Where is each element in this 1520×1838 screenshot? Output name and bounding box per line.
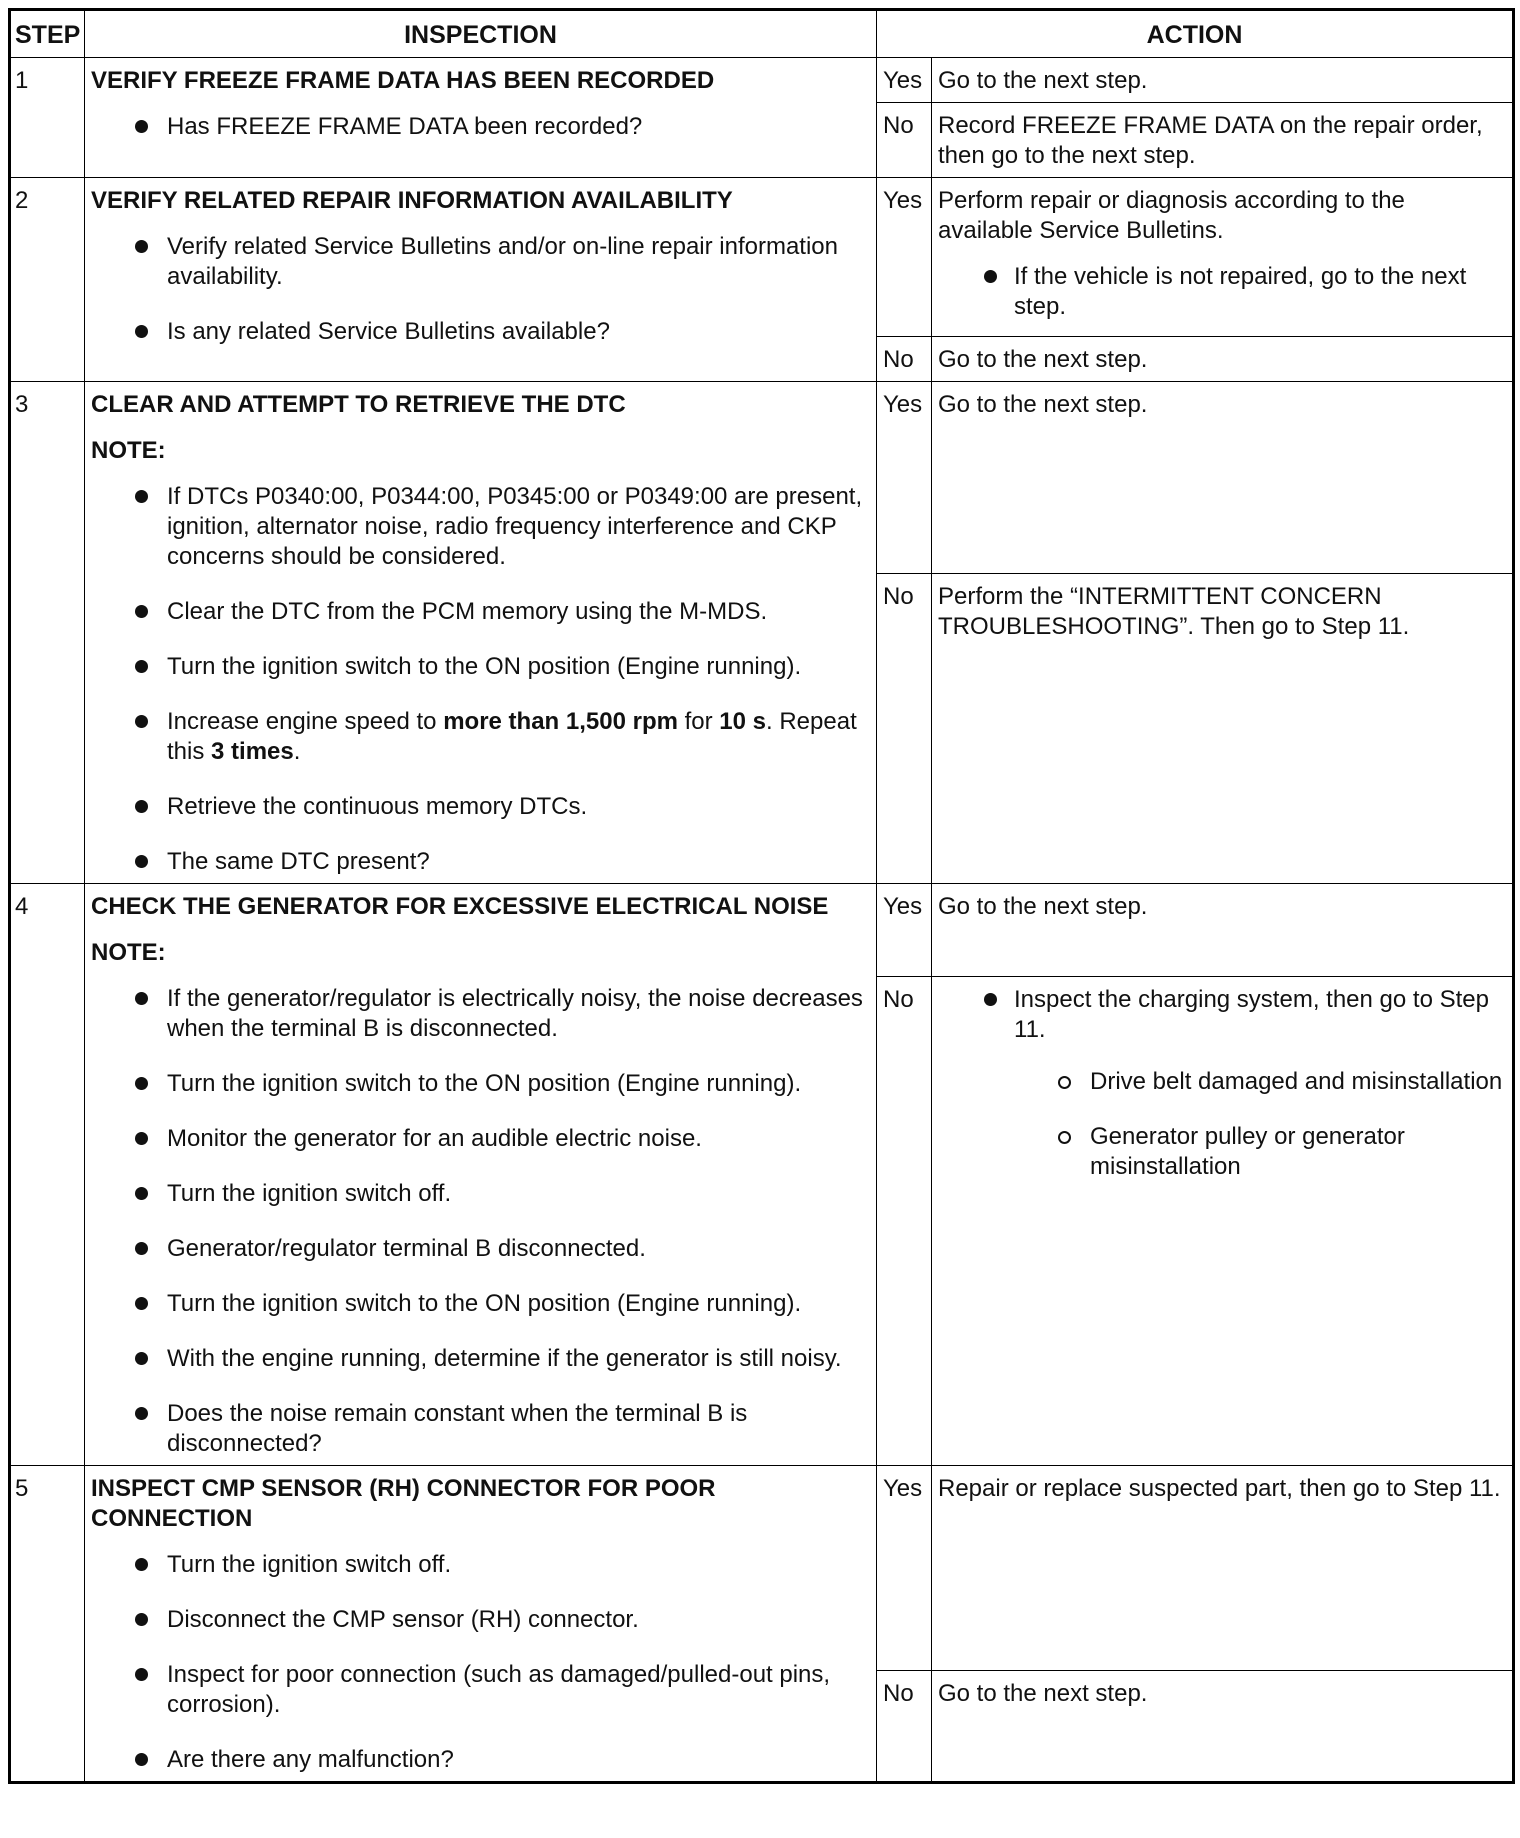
inspection-list [91,1550,870,1775]
step-inspection [85,884,877,1466]
bullet-icon [135,1668,148,1681]
no-label: No [877,977,932,1466]
yes-action [932,178,1514,337]
list-item: Verify related Service Bulletins and/or on-line repair information availability. [91,232,870,292]
yes-label: Yes [877,884,932,977]
inspection-list [91,482,870,877]
action-list [938,262,1506,322]
inspection-list [91,232,870,347]
list-item: Turn the ignition switch to the ON position (Engine running). [91,652,870,682]
no-label: No [877,337,932,382]
step-1-yes-row [10,58,1514,103]
list-item: Turn the ignition switch to the ON position (Engine running). [91,1289,870,1319]
step-number: 5 [10,1466,85,1783]
no-action [932,977,1514,1466]
header-step: STEP [10,10,85,58]
yes-action: Repair or replace suspected part, then go to Step 11. [932,1466,1514,1671]
yes-label: Yes [877,178,932,337]
bullet-icon [135,1132,148,1145]
header-inspection: INSPECTION [85,10,877,58]
list-item: Inspect the charging system, then go to Step 11. Drive belt damaged and misinstallation Generator pulley or generator misinstallation [938,985,1506,1182]
bullet-icon [135,325,148,338]
no-action: Go to the next step. [932,1671,1514,1783]
list-item: Does the noise remain constant when the terminal B is disconnected? [91,1399,870,1459]
list-item: Has FREEZE FRAME DATA been recorded? [91,112,870,142]
yes-label: Yes [877,382,932,574]
step-title: VERIFY FREEZE FRAME DATA HAS BEEN RECORDED [91,67,715,94]
sublist-item: Drive belt damaged and misinstallation [1014,1067,1506,1097]
step-number: 1 [10,58,85,178]
bullet-icon [135,1187,148,1200]
list-item: Inspect for poor connection (such as damaged/pulled-out pins, corrosion). [91,1660,870,1720]
bullet-icon [135,120,148,133]
circle-bullet-icon [1058,1131,1071,1144]
bullet-icon [135,1242,148,1255]
no-action: Go to the next step. [932,337,1514,382]
bullet-icon [135,1077,148,1090]
step-2-yes-row [10,178,1514,337]
action-text: Perform repair or diagnosis according to the available Service Bulletins. [938,187,1405,244]
yes-action: Go to the next step. [932,382,1514,574]
list-item: Turn the ignition switch off. [91,1550,870,1580]
step-title: CHECK THE GENERATOR FOR EXCESSIVE ELECTRICAL NOISE [91,893,829,920]
list-item: Are there any malfunction? [91,1745,870,1775]
list-item: Disconnect the CMP sensor (RH) connector. [91,1605,870,1635]
step-3-yes-row [10,382,1514,574]
yes-action: Go to the next step. [932,884,1514,977]
bullet-icon [135,1753,148,1766]
list-item: Retrieve the continuous memory DTCs. [91,792,870,822]
step-number: 4 [10,884,85,1466]
no-label: No [877,103,932,178]
step-4-yes-row [10,884,1514,977]
bullet-icon [135,1407,148,1420]
no-action: Perform the “INTERMITTENT CONCERN TROUBLESHOOTING”. Then go to Step 11. [932,574,1514,884]
step-number: 3 [10,382,85,884]
diagnostic-table [8,8,1515,1784]
note-label: NOTE: [91,939,166,966]
no-action: Record FREEZE FRAME DATA on the repair order, then go to the next step. [932,103,1514,178]
list-item: With the engine running, determine if the generator is still noisy. [91,1344,870,1374]
step-inspection [85,178,877,382]
bullet-icon [135,1613,148,1626]
step-5-yes-row [10,1466,1514,1671]
yes-action: Go to the next step. [932,58,1514,103]
bullet-icon [135,992,148,1005]
list-item: Monitor the generator for an audible electric noise. [91,1124,870,1154]
circle-bullet-icon [1058,1076,1071,1089]
bullet-icon [135,1558,148,1571]
list-item: Is any related Service Bulletins available? [91,317,870,347]
step-title: CLEAR AND ATTEMPT TO RETRIEVE THE DTC [91,391,626,418]
bullet-icon [135,240,148,253]
bullet-icon [135,1297,148,1310]
yes-label: Yes [877,1466,932,1671]
bullet-icon [984,993,997,1006]
inspection-list [91,112,870,142]
list-item: If DTCs P0340:00, P0344:00, P0345:00 or P0349:00 are present, ignition, alternator noise, radio frequency interference and CKP concerns should be considered. [91,482,870,572]
yes-label: Yes [877,58,932,103]
list-item: Turn the ignition switch to the ON position (Engine running). [91,1069,870,1099]
list-item: Generator/regulator terminal B disconnected. [91,1234,870,1264]
step-inspection [85,382,877,884]
bullet-icon [135,490,148,503]
action-sublist [1014,1067,1506,1182]
step-number: 2 [10,178,85,382]
bullet-icon [135,855,148,868]
bullet-icon [135,660,148,673]
bullet-icon [135,715,148,728]
step-inspection [85,58,877,178]
note-label: NOTE: [91,437,166,464]
header-row [10,10,1514,58]
sublist-item: Generator pulley or generator misinstallation [1014,1122,1506,1182]
list-item: The same DTC present? [91,847,870,877]
list-item: Increase engine speed to more than 1,500 rpm for 10 s. Repeat this 3 times. [91,707,870,767]
inspection-list [91,984,870,1459]
list-item: If the generator/regulator is electrically noisy, the noise decreases when the terminal B is disconnected. [91,984,870,1044]
no-label: No [877,574,932,884]
step-inspection [85,1466,877,1783]
no-label: No [877,1671,932,1783]
action-list [938,985,1506,1182]
step-title: VERIFY RELATED REPAIR INFORMATION AVAILABILITY [91,187,733,214]
list-item: Turn the ignition switch off. [91,1179,870,1209]
diagnostic-procedure-page [8,8,1512,1830]
list-item: Clear the DTC from the PCM memory using the M-MDS. [91,597,870,627]
bullet-icon [135,605,148,618]
step-title: INSPECT CMP SENSOR (RH) CONNECTOR FOR POOR CONNECTION [91,1475,716,1532]
header-action: ACTION [877,10,1514,58]
bullet-icon [984,270,997,283]
bullet-icon [135,800,148,813]
list-item: If the vehicle is not repaired, go to the next step. [938,262,1506,322]
bullet-icon [135,1352,148,1365]
